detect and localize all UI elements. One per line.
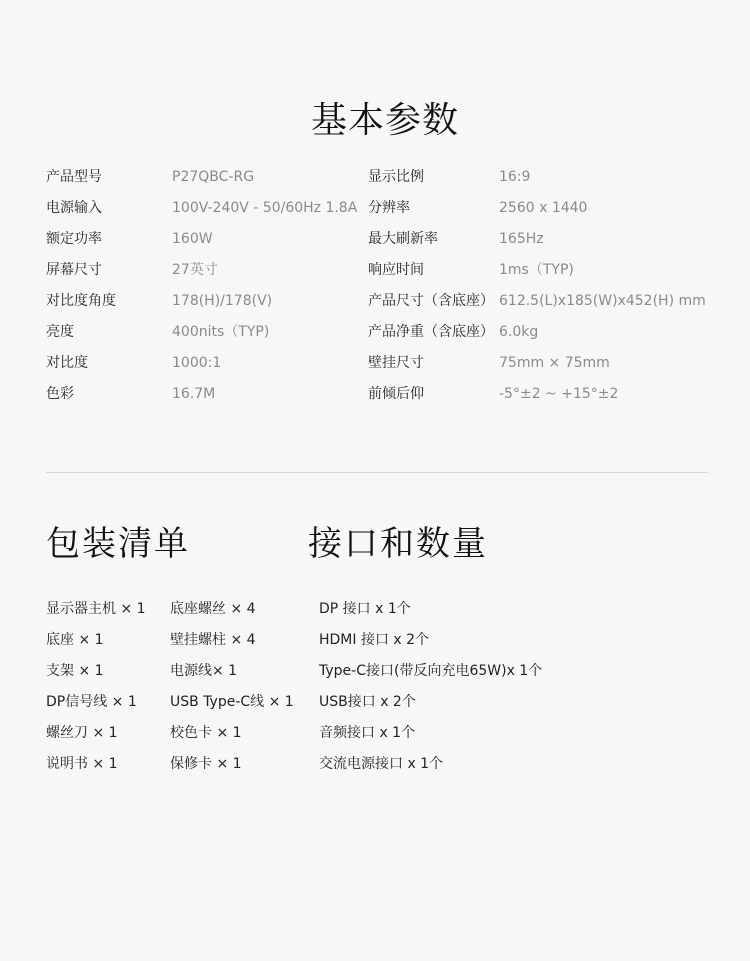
spec-label: 产品尺寸（含底座）: [368, 293, 494, 309]
spec-label: 分辨率: [368, 200, 410, 216]
spec-label: 响应时间: [368, 262, 424, 278]
list-item: 底座螺丝 × 4: [170, 601, 256, 617]
spec-section-title: 基本参数: [310, 100, 459, 141]
list-item: 支架 × 1: [46, 663, 104, 679]
list-item: 音频接口 x 1个: [319, 725, 416, 741]
spec-value: 16.7M: [172, 386, 216, 402]
list-item: USB Type-C线 × 1: [170, 694, 294, 710]
spec-value: P27QBC-RG: [172, 169, 255, 185]
spec-value: 100V-240V - 50/60Hz 1.8A: [172, 200, 358, 216]
spec-value: 1ms（TYP): [499, 262, 574, 278]
package-section-title: 包装清单: [46, 524, 190, 564]
list-item: 显示器主机 × 1: [46, 601, 146, 617]
list-item: 交流电源接口 x 1个: [319, 756, 444, 772]
spec-value: 2560 x 1440: [499, 200, 588, 216]
spec-value: 1000:1: [172, 355, 222, 371]
list-item: USB接口 x 2个: [319, 694, 416, 710]
list-item: 壁挂螺柱 × 4: [170, 632, 256, 648]
spec-value: 160W: [172, 231, 213, 247]
list-item: 底座 × 1: [46, 632, 104, 648]
spec-value: 75mm × 75mm: [499, 355, 610, 371]
spec-label: 色彩: [46, 386, 74, 402]
spec-value: 178(H)/178(V): [172, 293, 273, 309]
spec-row: [46, 383, 726, 414]
section-divider: [46, 472, 708, 473]
spec-table: [46, 166, 726, 414]
list-item: DP信号线 × 1: [46, 694, 137, 710]
spec-label: 最大刷新率: [368, 231, 438, 247]
spec-label: 对比度: [46, 355, 88, 371]
spec-label: 显示比例: [368, 169, 424, 185]
list-item: HDMI 接口 x 2个: [319, 632, 430, 648]
ports-list: [319, 598, 542, 784]
spec-label: 额定功率: [46, 231, 102, 247]
spec-value: 27英寸: [172, 262, 218, 278]
spec-row: [46, 197, 726, 228]
spec-label: 亮度: [46, 324, 74, 340]
spec-label: 产品型号: [46, 169, 102, 185]
spec-value: -5°±2 ~ +15°±2: [499, 386, 619, 402]
spec-row: [46, 228, 726, 259]
spec-label: 屏幕尺寸: [46, 262, 102, 278]
package-list-column-2: [170, 598, 294, 784]
list-item: 电源线× 1: [170, 663, 238, 679]
spec-value: 16:9: [499, 169, 531, 185]
list-item: DP 接口 x 1个: [319, 601, 411, 617]
package-list-column-1: [46, 598, 146, 784]
spec-label: 产品净重（含底座）: [368, 324, 494, 340]
spec-label: 壁挂尺寸: [368, 355, 424, 371]
spec-value: 165Hz: [499, 231, 544, 247]
list-item: 保修卡 × 1: [170, 756, 242, 772]
spec-row: [46, 259, 726, 290]
list-item: 说明书 × 1: [46, 756, 118, 772]
spec-value: 612.5(L)x185(W)x452(H) mm: [499, 293, 706, 309]
spec-label: 前倾后仰: [368, 386, 424, 402]
spec-label: 对比度角度: [46, 293, 116, 309]
list-item: 螺丝刀 × 1: [46, 725, 118, 741]
spec-value: 6.0kg: [499, 324, 539, 340]
spec-row: [46, 166, 726, 197]
spec-row: [46, 290, 726, 321]
spec-row: [46, 321, 726, 352]
list-item: 校色卡 × 1: [170, 725, 242, 741]
list-item: Type-C接口(带反向充电65W)x 1个: [319, 663, 543, 679]
spec-label: 电源输入: [46, 200, 102, 216]
ports-section-title: 接口和数量: [308, 524, 488, 564]
spec-value: 400nits（TYP): [172, 324, 270, 340]
spec-row: [46, 352, 726, 383]
